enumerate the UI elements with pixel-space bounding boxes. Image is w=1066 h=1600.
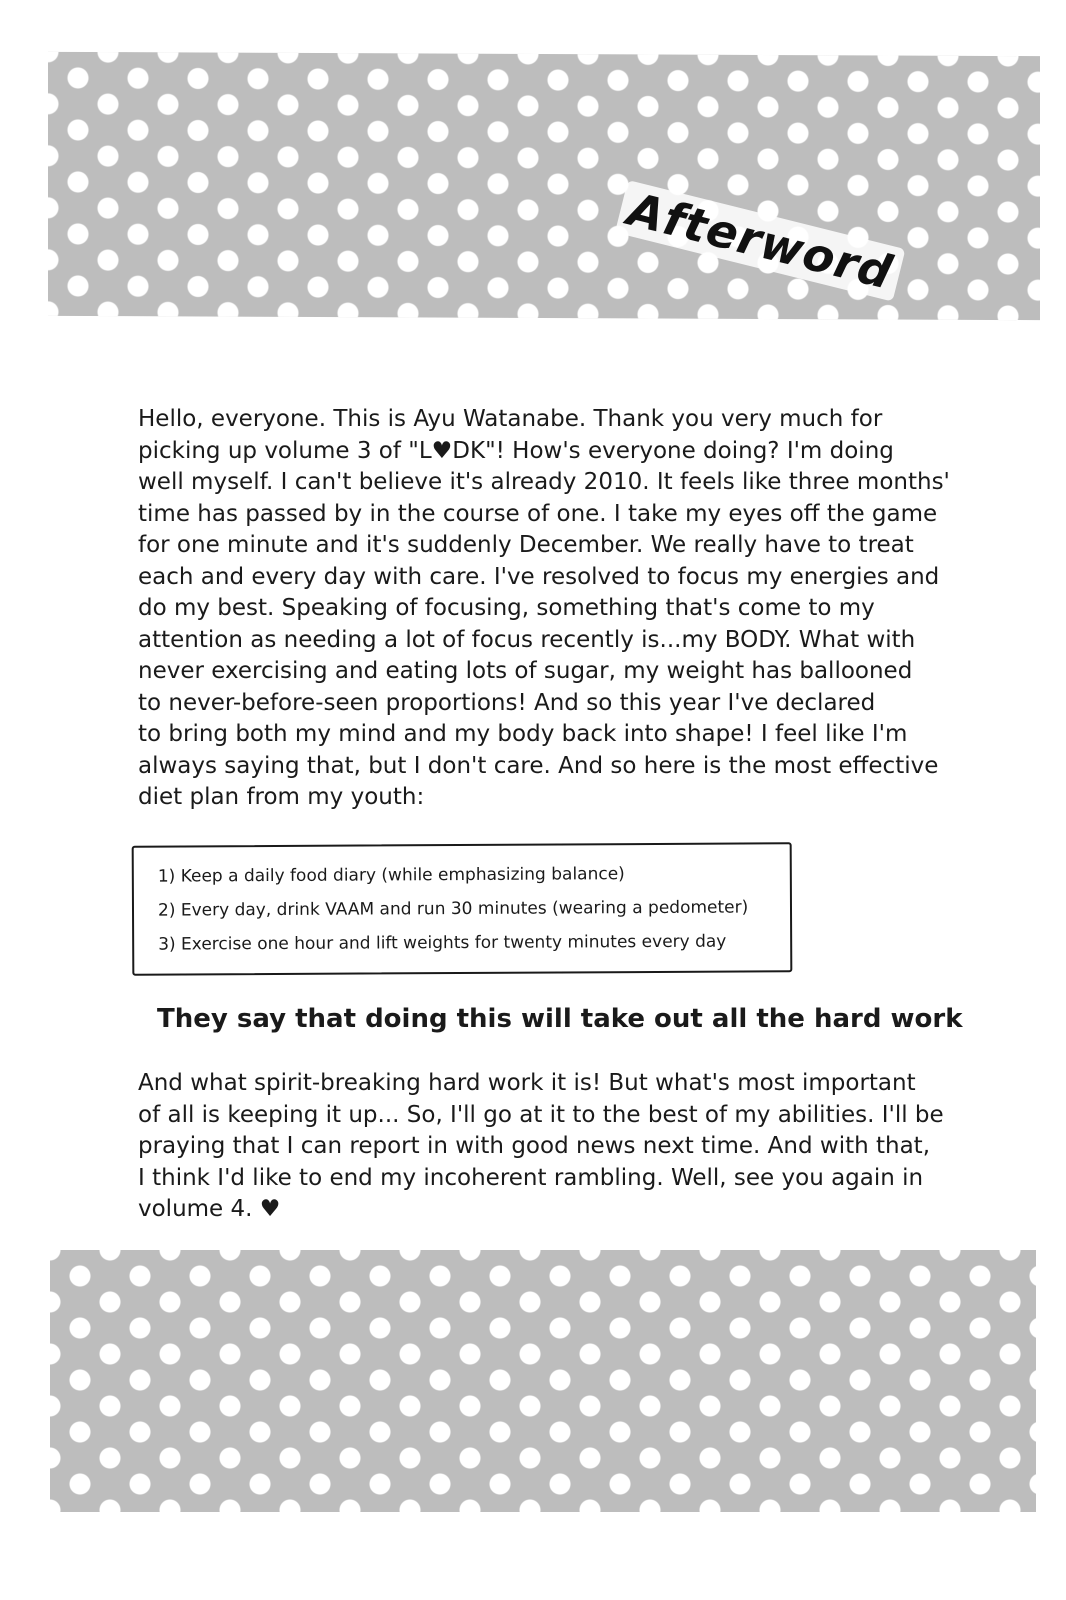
diet-plan-list [158, 857, 749, 962]
diet-plan-box [132, 842, 793, 975]
diet-plan-item: 3) Exercise one hour and lift weights for twenty minutes every day [158, 931, 727, 955]
outro-paragraph: And what spirit-breaking hard work it is! But what's most important of all is keeping it up... So, I'll go at it to the best of my abilities. I'll be praying that I can report in with good news next time. And with that, I think I'd like to end my incoherent rambling. Well, see you again in volume 4. ♥ [138, 1070, 944, 1222]
diet-plan-item: 2) Every day, drink VAAM and run 30 minutes (wearing a pedometer) [157, 897, 749, 921]
bottom-polka-dot-band [50, 1250, 1036, 1512]
intro-paragraph: Hello, everyone. This is Ayu Watanabe. Thank you very much for picking up volume 3 of "L♥DK"! How's everyone doing? I'm doing well myself. I can't believe it's already 2010. It feels like three months' time has passed by in the course of one. I take my eyes off the game for one minute and it's suddenly December. We really have to treat each and every day with care. I've resolved to focus my energies and do my best. Speaking of focusing, something that's come to my attention as needing a lot of focus recently is...my BODY. What with never exercising and eating lots of sugar, my weight has ballooned to never-before-seen proportions! And so this year I've declared to bring both my mind and my body back into shape! I feel like I'm always saying that, but I don't care. And so here is the most effective diet plan from my youth: [138, 406, 950, 810]
page-title: Afterword [615, 180, 906, 302]
diet-plan-item: 1) Keep a daily food diary (while emphasizing balance) [157, 864, 625, 887]
emphasis-heading: They say that doing this will take out all the hard work [157, 1004, 963, 1034]
